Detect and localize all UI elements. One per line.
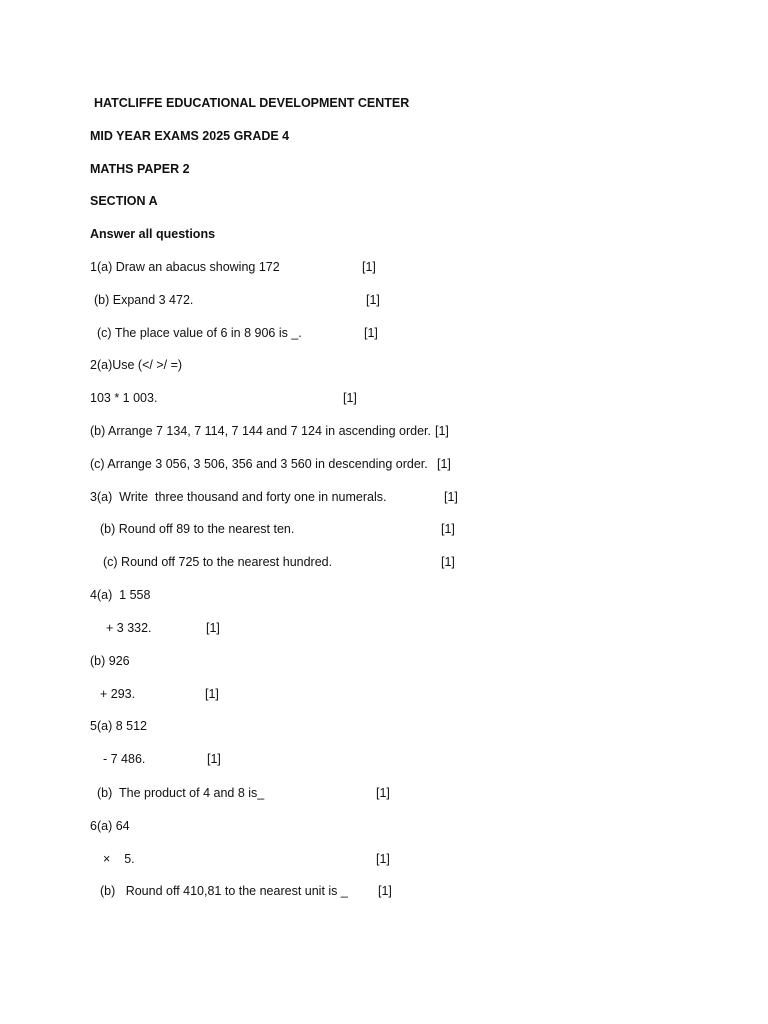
question-4b-addend: + 293. <box>100 687 136 701</box>
question-4a: 4(a) 1 558 <box>90 588 151 602</box>
paper-title: MATHS PAPER 2 <box>90 162 190 176</box>
question-4b: (b) 926 <box>90 654 130 668</box>
mark-2c: [1] <box>437 457 451 471</box>
mark-5b: [1] <box>376 786 390 800</box>
exam-title: MID YEAR EXAMS 2025 GRADE 4 <box>90 129 290 143</box>
question-1a: 1(a) Draw an abacus showing 172 <box>90 260 280 274</box>
section-title: SECTION A <box>90 194 158 208</box>
mark-5a: [1] <box>207 752 221 766</box>
mark-6a: [1] <box>376 852 390 866</box>
question-6b: (b) Round off 410,81 to the nearest unit is _ <box>100 884 348 898</box>
question-4a-addend: + 3 332. <box>106 621 152 635</box>
question-2a-expression: 103 * 1 003. <box>90 391 158 405</box>
question-1c: (c) The place value of 6 in 8 906 is _. <box>97 326 302 340</box>
mark-4a: [1] <box>206 621 220 635</box>
mark-1c: [1] <box>364 326 378 340</box>
mark-2b: [1] <box>435 424 449 438</box>
question-5a: 5(a) 8 512 <box>90 719 147 733</box>
question-3b: (b) Round off 89 to the nearest ten. <box>100 522 295 536</box>
question-2c: (c) Arrange 3 056, 3 506, 356 and 3 560 in descending order. <box>90 457 428 471</box>
question-6a-multiplier: × 5. <box>103 852 135 866</box>
instruction: Answer all questions <box>90 227 216 241</box>
question-2b: (b) Arrange 7 134, 7 114, 7 144 and 7 124 in ascending order. <box>90 424 431 438</box>
mark-1b: [1] <box>366 293 380 307</box>
question-5b: (b) The product of 4 and 8 is_ <box>97 786 265 800</box>
question-3a: 3(a) Write three thousand and forty one in numerals. <box>90 490 387 504</box>
question-1b: (b) Expand 3 472. <box>94 293 194 307</box>
mark-3b: [1] <box>441 522 455 536</box>
mark-3a: [1] <box>444 490 458 504</box>
question-5a-subtrahend: - 7 486. <box>103 752 146 766</box>
school-name: HATCLIFFE EDUCATIONAL DEVELOPMENT CENTER <box>94 96 410 110</box>
mark-2a: [1] <box>343 391 357 405</box>
question-2a: 2(a)Use (</ >/ =) <box>90 358 183 372</box>
question-6a: 6(a) 64 <box>90 819 130 833</box>
mark-3c: [1] <box>441 555 455 569</box>
mark-4b: [1] <box>205 687 219 701</box>
mark-1a: [1] <box>362 260 376 274</box>
mark-6b: [1] <box>378 884 392 898</box>
question-3c: (c) Round off 725 to the nearest hundred. <box>103 555 333 569</box>
